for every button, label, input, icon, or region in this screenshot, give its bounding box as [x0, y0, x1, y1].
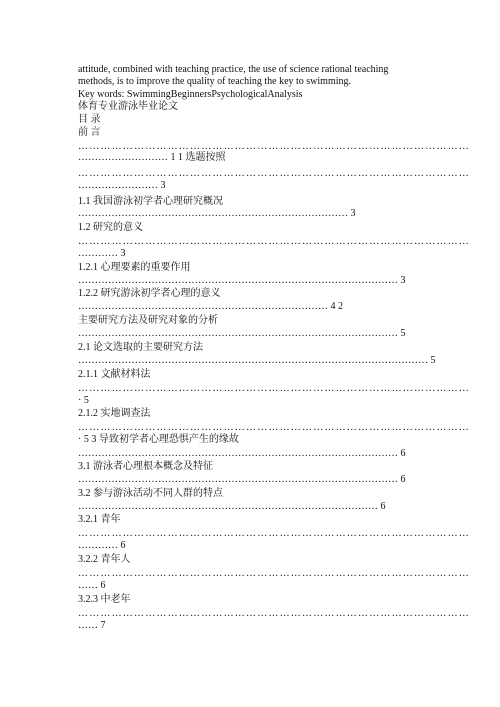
toc-entry: ……………………… 1 1 选题按照	[78, 152, 226, 163]
toc-page-number: …… 6	[78, 580, 106, 591]
toc-entry: 2.1.2 实地调查法	[78, 408, 151, 419]
toc-dot-line: ……………………………………………………………………………………………	[78, 383, 470, 394]
toc-page-number: ……………………………………………………………………………… 6	[78, 501, 386, 512]
abstract-line-2: methods, is to improve the quality of teaching the key to swimming.	[78, 76, 352, 87]
toc-page-number: ………………………………………………………………… 4 2	[78, 301, 343, 312]
toc-dot-line: ……………………………………………………………………………………………	[78, 141, 470, 152]
toc-entry: 2.1.1 文献材料法	[78, 369, 151, 380]
toc-entry: 1.2 研究的意义	[78, 222, 143, 233]
toc-dot-line: ……………………………………………………………………………………………	[78, 568, 470, 579]
toc-entry: 3.1 游泳者心理根本概念及特征	[78, 461, 213, 472]
keywords-line: Key words: SwimmingBeginnersPsychologicalAnalysis	[78, 89, 303, 100]
thesis-title: 体育专业游泳毕业论文	[78, 101, 178, 112]
toc-entry: 2.1 论文选取的主要研究方法	[78, 342, 203, 353]
toc-page-number: …………………………………………………………………………………… 3	[78, 275, 406, 286]
toc-entry: 1.2.2 研究游泳初学者心理的意义	[78, 288, 221, 299]
toc-dot-line: ……………………………………………………………………………………………	[78, 528, 470, 539]
toc-page-number: …………………… 3	[78, 180, 166, 191]
toc-page-number: …… 7	[78, 620, 106, 631]
toc-page-number: ……………………………………………………………………… 3	[78, 208, 356, 219]
preface-heading: 前 言	[78, 127, 101, 138]
toc-dot-line: ……………………………………………………………………………………………	[78, 168, 470, 179]
toc-page-number: …………………………………………………………………………………… 6	[78, 474, 406, 485]
toc-entry: 主要研究方法及研究对象的分析	[78, 315, 218, 326]
toc-entry: 3.2 参与游泳活动不同人群的特点	[78, 488, 223, 499]
toc-page-number: · 5	[78, 395, 89, 406]
toc-page-number: …………………………………………………………………………………… 6	[78, 448, 406, 459]
toc-page-number: ………… 3	[78, 248, 126, 259]
toc-entry: 3.2.3 中老年	[78, 594, 131, 605]
toc-entry: 1.1 我国游泳初学者心理研究概况	[78, 196, 223, 207]
toc-dot-line: ……………………………………………………………………………………………	[78, 422, 470, 433]
toc-page-number: ………… 6	[78, 540, 126, 551]
toc-entry: · 5 3 导致初学者心理恐惧产生的缘故	[78, 434, 239, 445]
toc-dot-line: ……………………………………………………………………………………………	[78, 608, 470, 619]
abstract-line-1: attitude, combined with teaching practice, the use of science rational teaching	[78, 64, 389, 75]
toc-entry: 3.2.1 青年	[78, 514, 121, 525]
toc-page-number: …………………………………………………………………………………… 5	[78, 328, 406, 339]
toc-page-number: …………………………………………………………………………………………… 5	[78, 355, 436, 366]
toc-entry: 3.2.2 青年人	[78, 554, 131, 565]
toc-dot-line: ……………………………………………………………………………………………	[78, 236, 470, 247]
contents-heading: 目 录	[78, 114, 101, 125]
toc-entry: 1.2.1 心理要素的重要作用	[78, 262, 191, 273]
